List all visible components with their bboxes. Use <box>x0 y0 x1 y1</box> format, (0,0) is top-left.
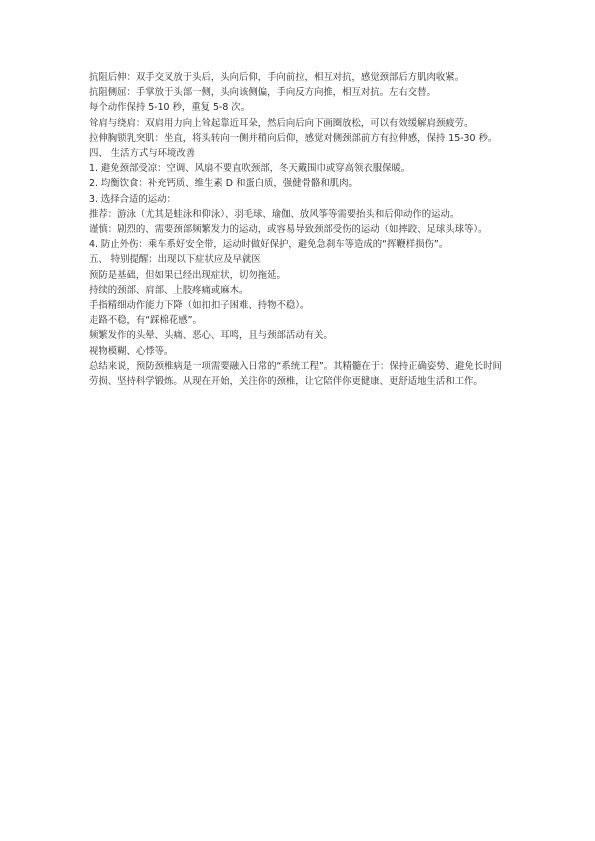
list-item-balanced-diet: 2. 均衡饮食：补充钙质、维生素 D 和蛋白质，强健骨骼和肌肉。 <box>89 178 358 190</box>
paragraph-hold-repeat: 每个动作保持 5-10 秒，重复 5-8 次。 <box>89 102 251 114</box>
document-body <box>89 70 509 389</box>
list-item-choose-exercise: 3. 选择合适的运动： <box>89 193 176 205</box>
paragraph-prevention-basis: 预防是基础，但如果已经出现症状，切勿拖延。 <box>89 269 286 281</box>
symptom-unsteady-gait: 走路不稳，有“踩棉花感”。 <box>89 315 202 327</box>
symptom-fine-motor: 手指精细动作能力下降（如扣扣子困难、持物不稳）。 <box>89 300 310 312</box>
paragraph-scm-stretch: 拉伸胸锁乳突肌：坐直，将头转向一侧并稍向后仰，感觉对侧颈部前方有拉伸感，保持 15-30 秒。 <box>89 132 498 144</box>
section-heading-lifestyle: 四、 生活方式与环境改善 <box>89 148 196 160</box>
symptom-dizziness: 频繁发作的头晕、头痛、恶心、耳鸣，且与颈部活动有关。 <box>89 330 333 342</box>
symptom-pain-numbness: 持续的颈部、肩部、上肢疼痛或麻木。 <box>89 284 249 296</box>
section-heading-warning: 五、 特别提醒：出现以下症状应及早就医 <box>89 254 261 266</box>
paragraph-recommended-sports: 推荐：游泳（尤其是蛙泳和仰泳）、羽毛球、瑜伽、放风筝等需要抬头和后仰动作的运动。 <box>89 208 460 220</box>
list-item-prevent-injury: 4. 防止外伤：乘车系好安全带，运动时做好保护，避免急刹车等造成的“挥鞭样损伤”。 <box>89 239 449 251</box>
paragraph-shoulder-shrug: 耸肩与绕肩：双肩用力向上耸起靠近耳朵，然后向后向下画圈放松，可以有效缓解肩颈疲劳。 <box>89 117 474 129</box>
paragraph-caution-sports: 谨慎：剧烈的、需要颈部频繁发力的运动，或容易导致颈部受伤的运动（如摔跤、足球头球等）。 <box>89 224 488 236</box>
paragraph-resisted-lateral-flexion: 抗阻侧屈：手掌放于头部一侧，头向该侧偏，手向反方向推，相互对抗。左右交替。 <box>89 87 436 99</box>
list-item-avoid-cold: 1. 避免颈部受凉：空调、风扇不要直吹颈部，冬天戴围巾或穿高领衣服保暖。 <box>89 163 411 175</box>
paragraph-summary: 总结来说，预防颈椎病是一项需要融入日常的“系统工程”。其精髓在于：保持正确姿势、避免长时间劳损、坚持科学锻炼。从现在开始，关注你的颈椎，让它陪伴你更健康、更舒适地生活和工作。 <box>89 360 502 388</box>
paragraph-resisted-extension: 抗阻后伸：双手交叉放于头后，头向后仰，手向前拉，相互对抗，感觉颈部后方肌肉收紧。 <box>89 72 465 83</box>
symptom-vision: 视物模糊、心悸等。 <box>89 345 174 357</box>
